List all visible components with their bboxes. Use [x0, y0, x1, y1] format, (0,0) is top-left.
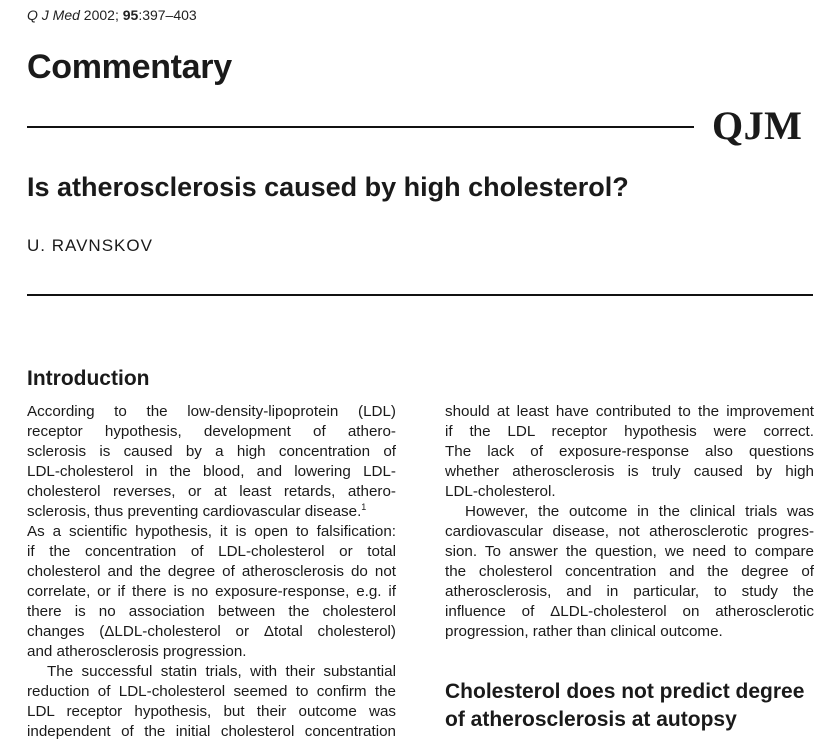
text-line: The lack of exposure-response also questions [445, 443, 814, 460]
text-line: atherosclerosis, and in particular, to study the [445, 583, 814, 600]
text-line: if the concentration of LDL-cholesterol or total [27, 543, 396, 560]
footnote-reference[interactable]: 1 [361, 502, 367, 512]
text-line: According to the low-density-lipoprotein (LDL) [27, 403, 396, 420]
text-line: LDL-cholesterol. [445, 483, 556, 500]
text-line: there is no association between the cholesterol [27, 603, 396, 620]
text-line: the cholesterol concentration and the degree of [445, 563, 814, 580]
text-line: cholesterol reverses, or at least retards, athero- [27, 483, 396, 500]
journal-abbrev: Q J Med [27, 7, 80, 23]
body-column-left [27, 402, 396, 742]
text-line: sclerosis, thus preventing cardiovascular disease. [27, 503, 362, 520]
heading-line: Cholesterol does not predict degree [445, 680, 805, 703]
article-title: Is atherosclerosis caused by high cholesterol? [27, 172, 629, 202]
heading-line: of atherosclerosis at autopsy [445, 708, 737, 731]
text-line: cholesterol and the degree of atherosclerosis do not [27, 563, 396, 580]
journal-citation [27, 7, 197, 23]
text-line: should at least have contributed to the improvement [445, 403, 814, 420]
text-line: independent of the initial cholesterol concentration [27, 723, 396, 740]
text-line: sion. To answer the question, we need to compare [445, 543, 814, 560]
text-line: As a scientific hypothesis, it is open to falsification: [27, 523, 396, 540]
text-line: cardiovascular disease, not atherosclerotic progres- [445, 523, 814, 540]
text-line: LDL-cholesterol in the blood, and lowering LDL- [27, 463, 396, 480]
text-line: However, the outcome in the clinical trials was [465, 503, 814, 520]
text-line: The successful statin trials, with their substantial [47, 663, 396, 680]
text-line: sclerosis is caused by a high concentration of [27, 443, 396, 460]
text-line: receptor hypothesis, development of athero- [27, 423, 396, 440]
article-author: U. RAVNSKOV [27, 236, 153, 255]
title-divider [27, 294, 813, 296]
header-divider [27, 126, 694, 128]
journal-year: 2002; [83, 7, 119, 23]
journal-pages: :397–403 [138, 7, 197, 23]
journal-logo: QJM [712, 103, 803, 148]
text-line: influence of ΔLDL-cholesterol on atherosclerotic [445, 603, 814, 620]
body-column-right [445, 402, 814, 642]
text-line: correlate, or if there is no exposure-response, e.g. if [27, 583, 396, 600]
text-line: whether atherosclerosis is truly caused by high [445, 463, 814, 480]
text-line: LDL receptor hypothesis, but their outcome was [27, 703, 396, 720]
journal-volume: 95 [122, 7, 139, 23]
text-line: and atherosclerosis progression. [27, 643, 247, 660]
introduction-heading: Introduction [27, 367, 150, 390]
text-line: if the LDL receptor hypothesis were correct. [445, 423, 814, 440]
text-line-with-citation [27, 502, 396, 522]
text-line: progression, rather than clinical outcome. [445, 623, 723, 640]
section-type-heading: Commentary [27, 48, 232, 86]
text-line: reduction of LDL-cholesterol seemed to confirm the [27, 683, 396, 700]
text-line: changes (ΔLDL-cholesterol or Δtotal cholesterol) [27, 623, 396, 640]
section-heading-cholesterol-autopsy [445, 678, 825, 734]
